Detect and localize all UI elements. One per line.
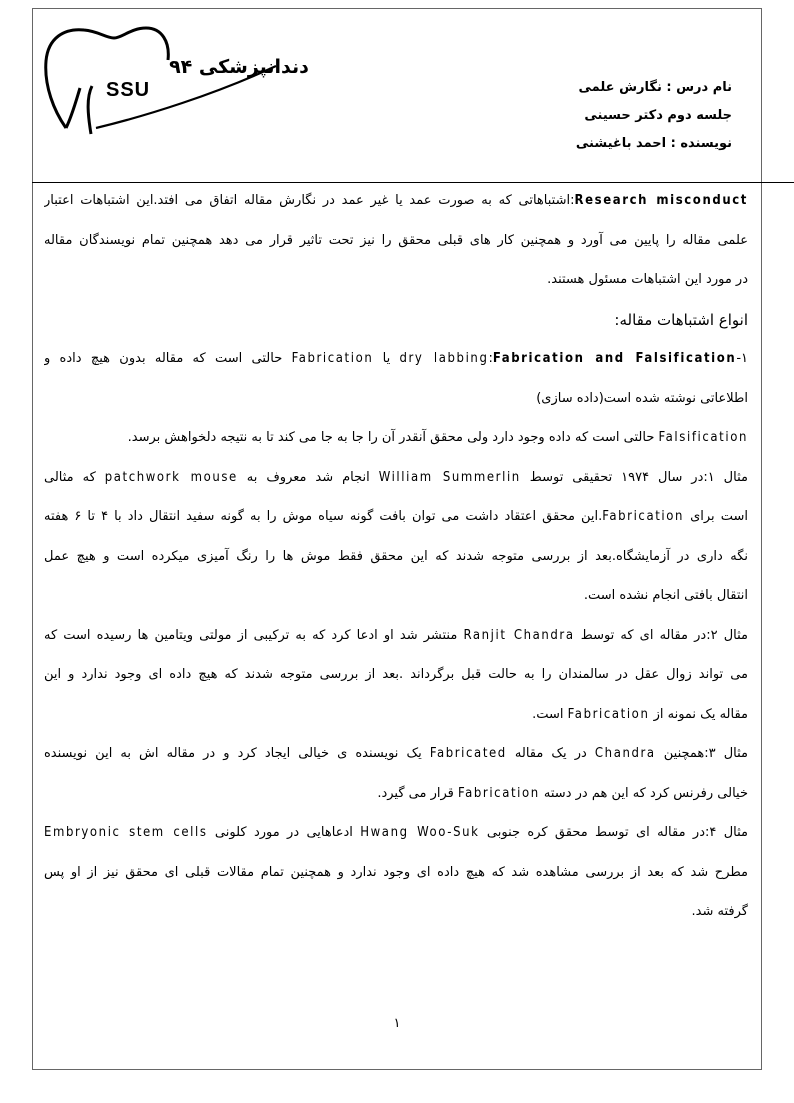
- text-line: [44, 540, 748, 580]
- text-segment: خیالی رفرنس کرد که این هم در دسته: [539, 785, 748, 801]
- latin-term: Falsification: [658, 430, 748, 445]
- text-line: [44, 816, 748, 856]
- text-segment: در مورد این اشتباهات مسئول هستند.: [547, 272, 748, 287]
- latin-term: patchwork mouse: [104, 469, 238, 485]
- text-segment: یا: [373, 351, 400, 366]
- text-segment: :اشتباهاتی که به صورت عمد یا غیر عمد در نگارش مقاله اتفاق می افتد.این اشتباهات اعتبار: [44, 193, 575, 208]
- logo-ssu: SSU: [106, 79, 151, 101]
- text-line: [44, 263, 748, 303]
- latin-term: Fabricated: [429, 746, 507, 761]
- text-segment: منتشر شد او ادعا کرد که به ترکیبی از مولتی ویتامین ها رسیده است که: [44, 627, 464, 643]
- text-segment: :: [488, 351, 493, 366]
- logo: [36, 16, 309, 146]
- document-header: [432, 78, 732, 162]
- text-line: [44, 737, 748, 777]
- latin-term: Fabrication: [602, 509, 685, 524]
- latin-term: Fabrication and Falsification: [492, 351, 737, 366]
- text-line: [44, 895, 748, 935]
- text-line: [44, 184, 748, 224]
- text-segment: در یک مقاله: [506, 746, 595, 761]
- text-segment: مثال ۲:در مقاله ای که توسط: [574, 627, 748, 643]
- tooth-outline-icon: [36, 16, 286, 146]
- text-line: [44, 342, 748, 382]
- text-line: [44, 579, 748, 619]
- text-line: [44, 303, 748, 343]
- document-body: [44, 184, 748, 935]
- text-line: [44, 658, 748, 698]
- latin-term: Fabrication: [458, 785, 540, 801]
- text-line: [44, 698, 748, 738]
- text-segment: مثال ۱:در سال ۱۹۷۴ تحقیقی توسط: [520, 469, 748, 485]
- text-line: [44, 619, 748, 659]
- text-segment: قرار می گیرد.: [377, 785, 458, 801]
- text-segment: ۱-: [736, 351, 748, 366]
- text-segment: انجام شد معروف به: [237, 469, 379, 485]
- text-segment: گرفته شد.: [691, 904, 748, 919]
- page-number: ۱: [393, 1016, 401, 1031]
- latin-term: Fabrication: [291, 351, 374, 366]
- latin-term: Chandra: [594, 746, 656, 761]
- text-segment: یک نویسنده ی خیالی ایجاد کرد و در مقاله اش به این نویسنده: [44, 746, 430, 761]
- latin-term: dry labbing: [399, 351, 489, 366]
- text-segment: که مثالی: [44, 469, 105, 485]
- text-segment: انتقال بافتی انجام نشده است.: [583, 588, 748, 603]
- text-segment: اطلاعاتی نوشته شده است(داده سازی): [536, 390, 748, 406]
- text-segment: مطرح شد که بعد از بررسی مشاهده شد که هیچ داده ای وجود ندارد و همچنین تمام مقالات قبلی ای محقق نیز از او پس: [44, 864, 748, 880]
- text-segment: است.: [532, 706, 568, 722]
- text-segment: حالتی است که مقاله بدون هیچ داده و: [44, 351, 292, 366]
- text-segment: انواع اشتباهات مقاله:: [614, 310, 748, 329]
- latin-term: Research misconduct: [574, 193, 748, 208]
- text-segment: است برای: [684, 509, 748, 524]
- header-divider: [32, 182, 794, 183]
- course-name: نام درس : نگارش علمی: [578, 80, 732, 95]
- text-segment: حالتی است که داده وجود دارد ولی محقق آنقدر آن را جا به جا می کند تا به نتیجه دلخواهش برسد.: [127, 430, 659, 445]
- latin-term: William Summerlin: [378, 469, 521, 485]
- logo-title: دندانپزشکی ۹۴: [169, 56, 309, 78]
- text-segment: نگه داری در آزمایشگاه.بعد از بررسی متوجه شدند که این محقق فقط موش ها را رنگ آمیزی میکرده است و هیچ عمل: [44, 548, 748, 564]
- latin-term: Fabrication: [567, 706, 650, 722]
- text-line: [44, 500, 748, 540]
- text-segment: مقاله یک نمونه از: [649, 706, 748, 722]
- session-title: جلسه دوم دکتر حسینی: [584, 108, 732, 123]
- latin-term: Ranjit Chandra: [463, 627, 575, 643]
- author-name: نویسنده : احمد باغیشنی: [575, 136, 732, 151]
- text-line: [44, 382, 748, 422]
- text-segment: ادعاهایی در مورد کلونی: [207, 825, 361, 840]
- text-line: [44, 421, 748, 461]
- latin-term: Embryonic stem cells: [44, 825, 208, 840]
- text-segment: علمی مقاله را پایین می آورد و همچنین کار های قبلی محقق را نیز تحت تاثیر قرار می دهد همچنین تمام نویسندگان مقاله: [44, 232, 748, 248]
- text-segment: می تواند زوال عقل در سالمندان را به حالت قبل برگرداند .بعد از بررسی متوجه شدند که هیچ داده ای وجود ندارد و این: [44, 667, 748, 682]
- text-line: [44, 224, 748, 264]
- text-segment: مثال ۴:در مقاله ای توسط محقق کره جنوبی: [479, 825, 748, 840]
- text-line: [44, 777, 748, 817]
- text-segment: مثال ۳:همچنین: [655, 746, 748, 761]
- latin-term: Hwang Woo-Suk: [360, 825, 480, 840]
- text-line: [44, 856, 748, 896]
- text-segment: .این محقق اعتقاد داشت می توان بافت گونه سیاه موش را به گونه سفید انتقال داد با ۴ تا ۶ هفته: [44, 509, 603, 524]
- text-line: [44, 461, 748, 501]
